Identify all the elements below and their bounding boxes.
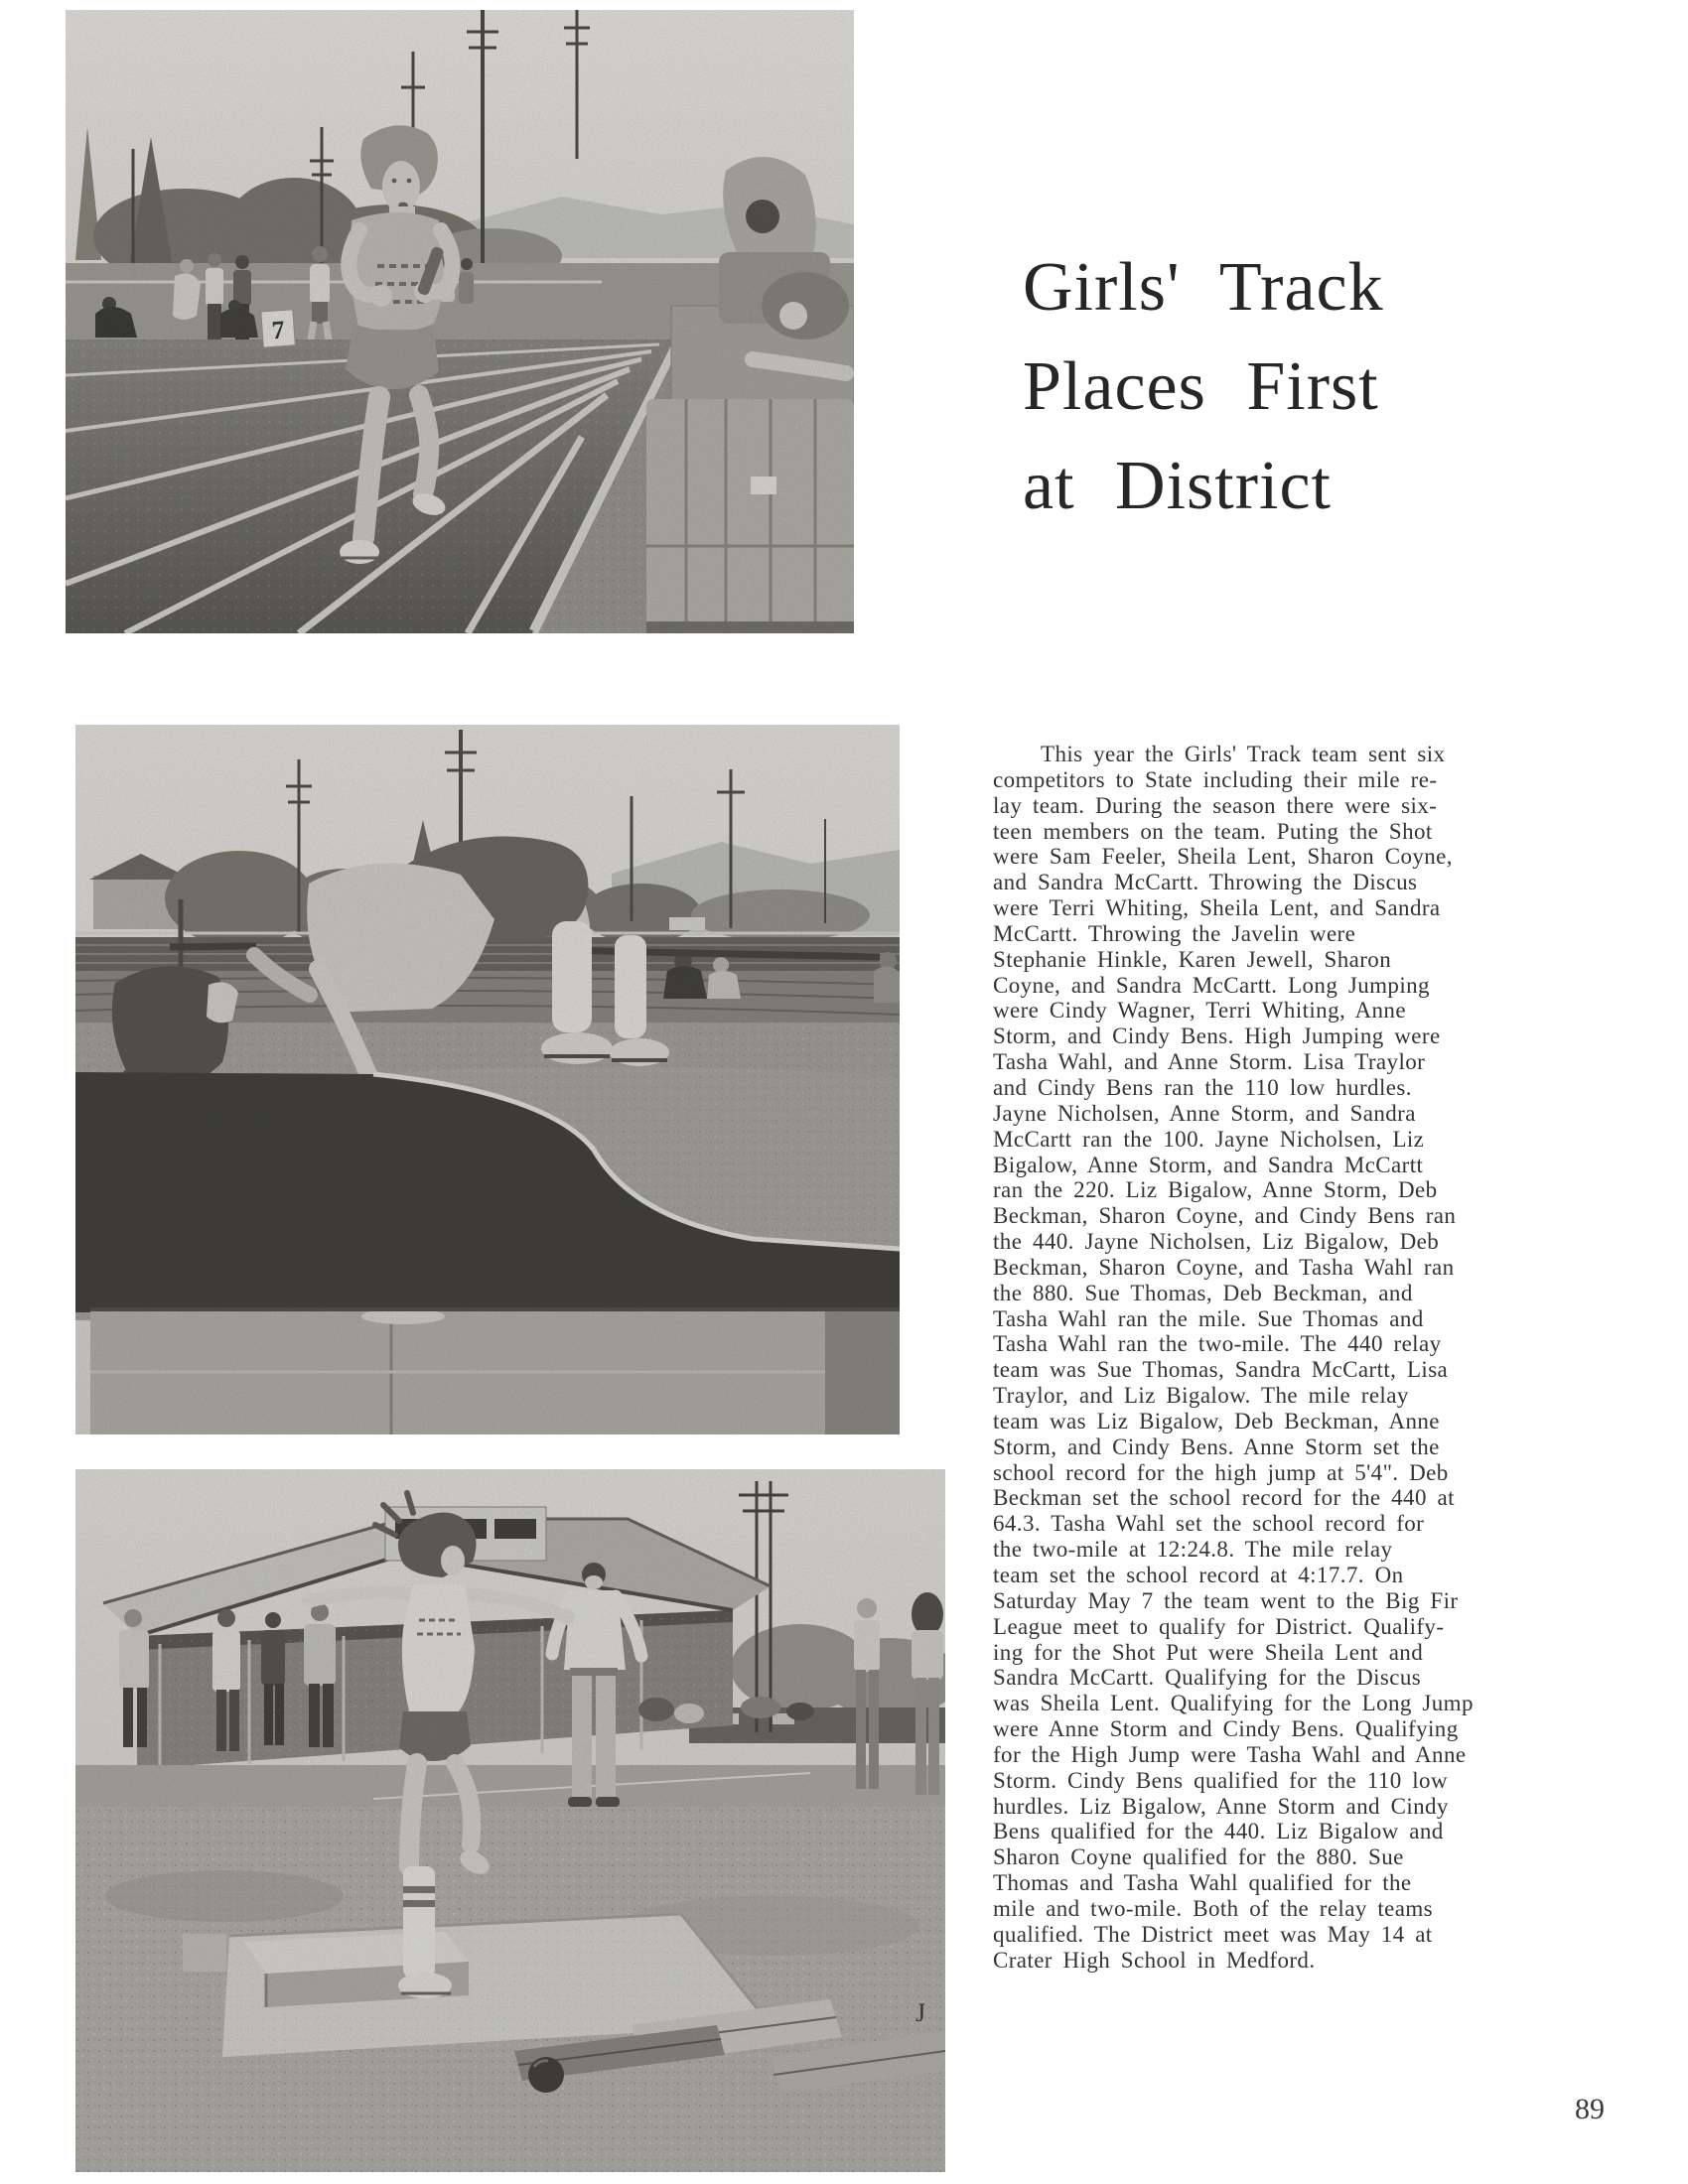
article-line-16: McCartt ran the 100. Jayne Nicholsen, Liz xyxy=(993,1126,1425,1152)
article-line-37: Sandra McCartt. Qualifying for the Discus xyxy=(993,1665,1422,1691)
article-line-14: and Cindy Bens ran the 110 low hurdles. xyxy=(993,1074,1412,1100)
article-line-17: Bigalow, Anne Storm, and Sandra McCartt xyxy=(993,1152,1424,1177)
article-line-32: the two-mile at 12:24.8. The mile relay xyxy=(993,1537,1393,1563)
article-line-9: Stephanie Hinkle, Karen Jewell, Sharon xyxy=(993,946,1392,972)
article-line-27: team was Liz Bigalow, Deb Beckman, Anne xyxy=(993,1408,1440,1433)
article-text xyxy=(993,742,1559,1974)
article-line-42: hurdles. Liz Bigalow, Anne Storm and Cindy xyxy=(993,1793,1449,1819)
article-line-28: Storm, and Cindy Bens. Anne Storm set the xyxy=(993,1433,1440,1459)
article-line-34: Saturday May 7 the team went to the Big Fir xyxy=(993,1587,1459,1613)
article-line-1: This year the Girls' Track team sent six xyxy=(1041,742,1446,766)
page-number: 89 xyxy=(1575,2093,1605,2125)
corner-mark: J xyxy=(915,1998,926,2027)
lane-number: 7 xyxy=(270,315,286,345)
article-line-44: Sharon Coyne qualified for the 880. Sue xyxy=(993,1844,1404,1870)
article-line-3: lay team. During the season there were six- xyxy=(993,792,1438,818)
track-photo-art xyxy=(66,10,854,633)
photo-high-jump xyxy=(75,725,900,1434)
photo-track-runner xyxy=(66,10,854,633)
headline-line-2: Places First xyxy=(1023,348,1379,425)
article-line-20: the 440. Jayne Nicholsen, Liz Bigalow, Deb xyxy=(993,1229,1440,1255)
high-jump-photo-art xyxy=(75,725,900,1434)
article-line-46: mile and two-mile. Both of the relay teams xyxy=(993,1895,1434,1921)
photo-grain xyxy=(75,1469,945,2172)
article-line-23: Tasha Wahl ran the mile. Sue Thomas and xyxy=(993,1305,1424,1331)
article-line-43: Bens qualified for the 440. Liz Bigalow and xyxy=(993,1819,1444,1844)
article-line-18: ran the 220. Liz Bigalow, Anne Storm, Deb xyxy=(993,1177,1438,1203)
article-line-13: Tasha Wahl, and Anne Storm. Lisa Traylor xyxy=(993,1049,1426,1075)
article-line-45: Thomas and Tasha Wahl qualified for the xyxy=(993,1870,1412,1896)
article-line-19: Beckman, Sharon Coyne, and Cindy Bens ran xyxy=(993,1203,1457,1229)
article-line-36: ing for the Shot Put were Sheila Lent and xyxy=(993,1639,1424,1665)
article-line-12: Storm, and Cindy Bens. High Jumping were xyxy=(993,1024,1441,1049)
article-line-38: was Sheila Lent. Qualifying for the Long Jump xyxy=(993,1691,1474,1716)
article-line-11: were Cindy Wagner, Terri Whiting, Anne xyxy=(993,998,1406,1024)
article-line-8: McCartt. Throwing the Javelin were xyxy=(993,920,1356,946)
article-line-6: and Sandra McCartt. Throwing the Discus xyxy=(993,870,1418,895)
article-line-7: were Terri Whiting, Sheila Lent, and Sandra xyxy=(993,895,1441,921)
article-line-22: the 880. Sue Thomas, Deb Beckman, and xyxy=(993,1280,1413,1305)
article-line-2: competitors to State including their mile re- xyxy=(993,766,1438,792)
headline-line-3: at District xyxy=(1023,448,1332,524)
photo-shot-put xyxy=(75,1469,945,2172)
article-line-31: 64.3. Tasha Wahl set the school record for xyxy=(993,1511,1425,1537)
article-line-39: were Anne Storm and Cindy Bens. Qualifying xyxy=(993,1716,1459,1742)
article-line-24: Tasha Wahl ran the two-mile. The 440 relay xyxy=(993,1331,1442,1357)
article-line-47: qualified. The District meet was May 14 at xyxy=(993,1921,1433,1947)
shot-put-photo-art xyxy=(75,1469,945,2172)
article-line-41: Storm. Cindy Bens qualified for the 110 low xyxy=(993,1767,1448,1793)
article-line-40: for the High Jump were Tasha Wahl and Anne xyxy=(993,1741,1467,1767)
headline-line-1: Girls' Track xyxy=(1023,249,1384,326)
article-line-5: were Sam Feeler, Sheila Lent, Sharon Coyne, xyxy=(993,844,1453,870)
article-line-25: team was Sue Thomas, Sandra McCartt, Lisa xyxy=(993,1357,1449,1383)
article-line-29: school record for the high jump at 5'4". Deb xyxy=(993,1459,1449,1485)
photo-grain xyxy=(75,725,900,1434)
photo-grain xyxy=(66,10,854,633)
page-title xyxy=(1023,238,1384,536)
article-line-48: Crater High School in Medford. xyxy=(993,1947,1316,1973)
article-line-4: teen members on the team. Puting the Shot xyxy=(993,818,1433,844)
article-line-10: Coyne, and Sandra McCartt. Long Jumping xyxy=(993,972,1430,998)
article-line-33: team set the school record at 4:17.7. On xyxy=(993,1563,1404,1587)
article-line-15: Jayne Nicholsen, Anne Storm, and Sandra xyxy=(993,1100,1416,1126)
article-line-26: Traylor, and Liz Bigalow. The mile relay xyxy=(993,1383,1409,1409)
article-line-35: League meet to qualify for District. Qualify- xyxy=(993,1613,1445,1639)
article-line-30: Beckman set the school record for the 440 at xyxy=(993,1485,1455,1511)
article-line-21: Beckman, Sharon Coyne, and Tasha Wahl ran xyxy=(993,1254,1455,1280)
